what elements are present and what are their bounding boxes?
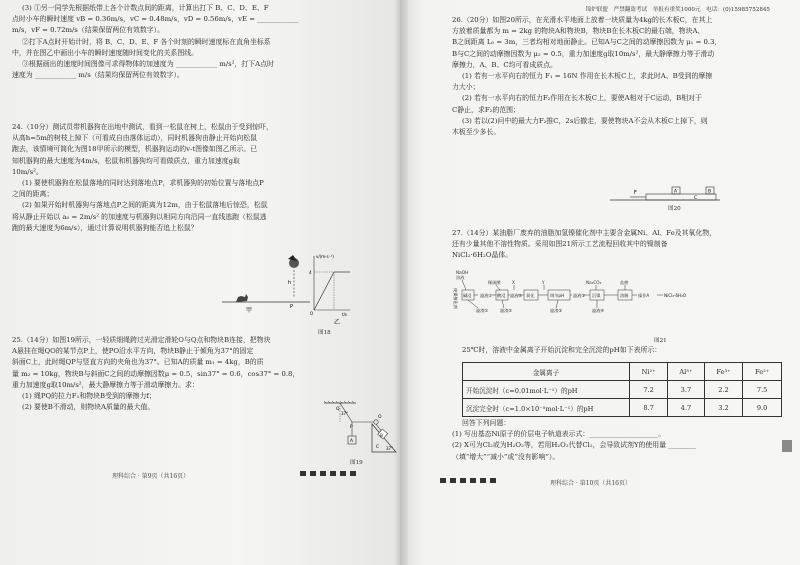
step-catalyst: 废镍催化剂 (453, 288, 458, 309)
right-page (400, 0, 800, 565)
table-header-row (463, 363, 782, 381)
force-f-label: F (634, 190, 637, 196)
figure-19 (316, 400, 398, 458)
q26-line: (3) 若以(2)问中的最大力F₂推C，2s后撤走，要使物块A不会从木板C上掉下，则 (462, 116, 708, 125)
q24-line: 10m/s²。 (12, 167, 43, 176)
step-adjust-ph: 调节pH (550, 293, 565, 298)
table-header-cell: Al³⁺ (668, 363, 704, 381)
reagent-x: X (512, 280, 515, 285)
q23-line: 速度为 ____________ m/s（结果均保留两位有效数字）。 (12, 71, 184, 80)
page-header: 锦炉联盟 严禁翻盗考试 举报有重奖1000元 电话：(0)15985752845 (585, 7, 770, 13)
reagent-dilute-acid: 稀硫酸 (488, 280, 501, 285)
figure-21-flowchart (452, 268, 752, 336)
table-header-cell: Fe²⁺ (743, 363, 782, 381)
figure-18-yi (309, 254, 350, 326)
residue-2: 滤渣② (500, 308, 513, 313)
table-cell: 2.2 (704, 381, 743, 399)
step-precipitate: 沉镍 (592, 293, 601, 298)
table-cell: 7.2 (630, 381, 668, 399)
figure-18-caption: 图18 (318, 330, 331, 336)
q26-line: 力大小； (452, 83, 480, 92)
table-cell: 4.7 (668, 399, 704, 417)
q23-line: 点时小车的瞬时速度 vB = 0.36m/s，vC = 0.48m/s，vD = 0.56m/s，vE = ____________ (12, 15, 299, 24)
angle-label-incline: 37° (386, 446, 394, 451)
q26-line: 木板至少多长。 (452, 128, 501, 137)
question-26 (452, 15, 792, 138)
table-cell: 3.7 (668, 381, 704, 399)
q24-line: 从高h=5m的树枝上掉下（可看成自由落体运动），同时机器狗由静止开始向松鼠 (12, 134, 258, 143)
reagent-y: Y (542, 280, 545, 285)
q24-line: 跑的最大速度为6m/s），通过计算说明机器狗能否追上松鼠？ (12, 223, 198, 232)
filtrate-2: 滤液② (510, 293, 523, 298)
reagent-naoh: NaOH (456, 270, 469, 275)
product: NiCl₂·6H₂O (664, 293, 687, 298)
page-footer: 理科综合 · 第10页（共16页） (550, 480, 631, 487)
v-axis-label: v/(m·s⁻¹) (316, 254, 334, 259)
point-p-label: P (290, 304, 294, 310)
table-cell: 7.5 (743, 381, 782, 399)
table-cell: 9.0 (743, 399, 782, 417)
q26-line: B之间距离 L₀ = 3m，三者均相对地面静止。已知A与C之间的动摩擦因数为 μ₁ = 0.3， (452, 38, 722, 47)
filtrate-1: 滤液① (480, 293, 493, 298)
q24-line: 24.（10分）测试员带机器狗在出地中测试，看到一松鼠在树上，松鼠由于受到惊吓， (12, 123, 273, 131)
incline-c-label: C (376, 445, 380, 450)
table-cell: 沉淀完全时（c=1.0×10⁻⁵mol·L⁻¹）的pH (463, 399, 630, 417)
q27-subquestion: (1) 写出基态Ni原子的价层电子轨道表示式：____________________。 (452, 430, 666, 439)
answer-prompt: 回答下列问题： (462, 419, 511, 427)
q25-line: (1) 绳PQ的拉力F₁和物块B受到的摩擦力f； (22, 392, 156, 401)
footer-marks (440, 478, 500, 485)
q27-subquestion: (2) X可为Cl₂或为H₂O₂等，若用H₂O₂代替Cl₂，会导致试剂Y的使用量 ________ (452, 441, 696, 450)
q25-line: (2) 要使B不滑动，则物块A质量的最大值。 (22, 403, 155, 412)
pulley-o-label: O (378, 415, 382, 420)
figure-yi-label: 乙 (334, 319, 341, 326)
filtrate-3: 滤液③ (573, 293, 586, 298)
q27-line: NiCl₂·6H₂O晶体。 (452, 251, 513, 260)
figure-18 (222, 252, 352, 330)
block-b-label: B (380, 433, 383, 438)
residue-3: 滤渣③ (550, 308, 563, 313)
block-a-label: A (674, 189, 678, 195)
table-intro-text: 25℃时，溶液中金属离子开始沉淀和完全沉淀的pH如下表所示： (462, 346, 662, 354)
table-intro (462, 345, 792, 356)
table-header-cell: 金属离子 (463, 363, 630, 381)
q24-line: 之间的距离； (12, 190, 54, 199)
q25-line: A悬挂在绳QO的某节点P上，使PO沿水平方向，物块B静止于倾角为37°的固定 (12, 347, 254, 356)
reagent-naoh-solution: 溶液 (456, 275, 465, 280)
q23-line: ②打下A点时开始计时，将 B、C、D、E、F 各个时刻的瞬时速度标在直角坐标系 (22, 37, 271, 46)
q24-line: (2) 如果开始时机器狗与落地点P之间的距离为12m，由于松鼠落地后惊恐，松鼠 (22, 201, 268, 210)
q23-line: ③根据画出的速度时间图像可求得物体的加速度为 ____________ m/s²，打下A点时 (22, 60, 274, 69)
q26-line: (1) 若有一水平向右的恒力 F₁ = 16N 作用在长木板C上，求此时A、B受到的摩擦 (462, 72, 713, 81)
q24-line: 知机器狗的最大速度为4m/s，松鼠和机器狗均可看做质点，重力加速度g取 (12, 156, 240, 165)
ph-table (462, 362, 782, 417)
board-c-label: C (694, 196, 698, 201)
origin-label: O (310, 311, 314, 316)
question-23-continued (12, 3, 390, 81)
block-b-label: B (708, 189, 712, 195)
table-cell: 3.2 (704, 399, 743, 417)
q26-line: B与C之间的动摩擦因数为 μ₂ = 0.5，重力加速度g取10m/s²，最大静摩擦力等于滑动 (452, 49, 715, 58)
figure-21-caption: 图21 (654, 338, 667, 344)
q26-line: 摩擦力，A、B、C均可看成质点。 (452, 60, 557, 69)
q25-line: 重力加速度g取10m/s²，最大静摩擦力等于滑动摩擦力。求： (12, 380, 199, 389)
q24-line: 跑去，该情境可简化为图18甲所示的模型，机器狗运动的v-t图像如图乙所示。已 (12, 145, 258, 154)
table-header-cell: Ni²⁺ (630, 363, 668, 381)
page-footer: 理科综合 · 第9页（共16页） (112, 473, 190, 480)
q27-line: 27.（14分）某油脂厂废弃的油脂加氢镍催化剂中主要含金属Ni、Al、Fe及其氧化物， (452, 229, 717, 237)
t-axis-label: t/s (342, 312, 347, 317)
q25-line: 25.（14分）如图19所示，一轻质细绳跨过光滑定滑轮O与Q点和物块B连接，把物块 (12, 336, 271, 344)
q25-line: 量 m₂ = 10kg，物块B与斜面C之间的动摩擦因数μ = 0.5，sin37° = 0.6，cos37° = 0.8， (12, 369, 300, 378)
q23-line: m/s，vF = 0.72m/s（结果保留两位有效数字）。 (12, 26, 164, 35)
figure-20-caption: 图20 (668, 206, 681, 212)
step-alkali-leach: 碱浸 (463, 293, 472, 298)
residue-1: 滤渣① (476, 308, 489, 313)
v-max-tick: 4 (309, 270, 312, 275)
table-cell: 开始沉淀时（c=0.01mol·L⁻¹）的pH (463, 381, 630, 399)
q26-line: 方放着质量都为 m = 2kg 的物块A和物块B，物块B在长木板C的最右端，物块A、 (452, 27, 705, 36)
step-operation-a: 操作A (638, 293, 650, 298)
question-27-subparts (452, 418, 792, 463)
figure-jia-label: 甲 (246, 307, 253, 314)
q27-subquestion: （填“增大”“减小”或“没有影响”）。 (452, 452, 560, 461)
step-oxidize: 氧化 (526, 293, 535, 298)
q26-line: C静止，求F₂的范围； (452, 105, 520, 114)
page-edge-tab (782, 440, 792, 452)
q23-line: 中，并在图乙中画出小车的瞬时速度随时间变化的关系图线。 (12, 48, 199, 57)
q26-line: (2) 若有一水平向右的恒力F₂作用在长木板C上，要使A相对于C运动，B相对于 (462, 94, 702, 103)
q24-line: 将从静止开始以 a₀ = 2m/s² 的加速度与机器狗以相同方向沿同一直线逃跑（松鼠逃 (12, 212, 267, 221)
table-row (463, 381, 782, 399)
reagent-na2co3: Na₂CO₃ (586, 280, 602, 285)
table-row (463, 399, 782, 417)
point-q-label: Q (336, 407, 340, 412)
q26-line: 26.（20分）如图20所示，在光滑水平地面上放着一块质量为4kg的长木板C，在其上 (452, 16, 713, 24)
figure-20 (610, 180, 720, 204)
footer-marks (300, 471, 360, 478)
table-cell: 8.7 (630, 399, 668, 417)
point-p-label: P (350, 425, 353, 430)
q25-line: 斜面C上，此时绳QP与竖直方向的夹角也为37°。已知A的质量 m₁ = 4kg，B的质 (12, 358, 264, 367)
step-dissolve: 溶解 (620, 293, 629, 298)
angle-label-top: 37° (341, 411, 349, 416)
filtrate-4: 滤液④ (592, 308, 605, 313)
question-24 (12, 122, 390, 234)
height-label: h (288, 280, 292, 286)
step-acid-leach: 酸浸 (497, 293, 506, 298)
page-fold-shadow (394, 0, 408, 565)
table-header-cell: Fe³⁺ (704, 363, 743, 381)
figure-18-jia (222, 255, 310, 314)
block-a-label: A (350, 439, 354, 444)
question-27 (452, 228, 792, 262)
figure-19-caption: 图19 (350, 460, 363, 466)
reagent-hcl: 盐酸 (620, 280, 629, 285)
q23-line: (3) ①另一同学先根据纸带上各个计数点间的距离，计算出打下 B、C、D、E、F (22, 4, 269, 12)
q24-line: (1) 要使机器狗在松鼠落地的同时达到落地点P，求机器狗的初始位置与落地点P (22, 179, 264, 188)
q27-line: 还有少量其他不溶性物质。采用如图21所示工艺流程回收其中的镍制备 (452, 240, 668, 249)
